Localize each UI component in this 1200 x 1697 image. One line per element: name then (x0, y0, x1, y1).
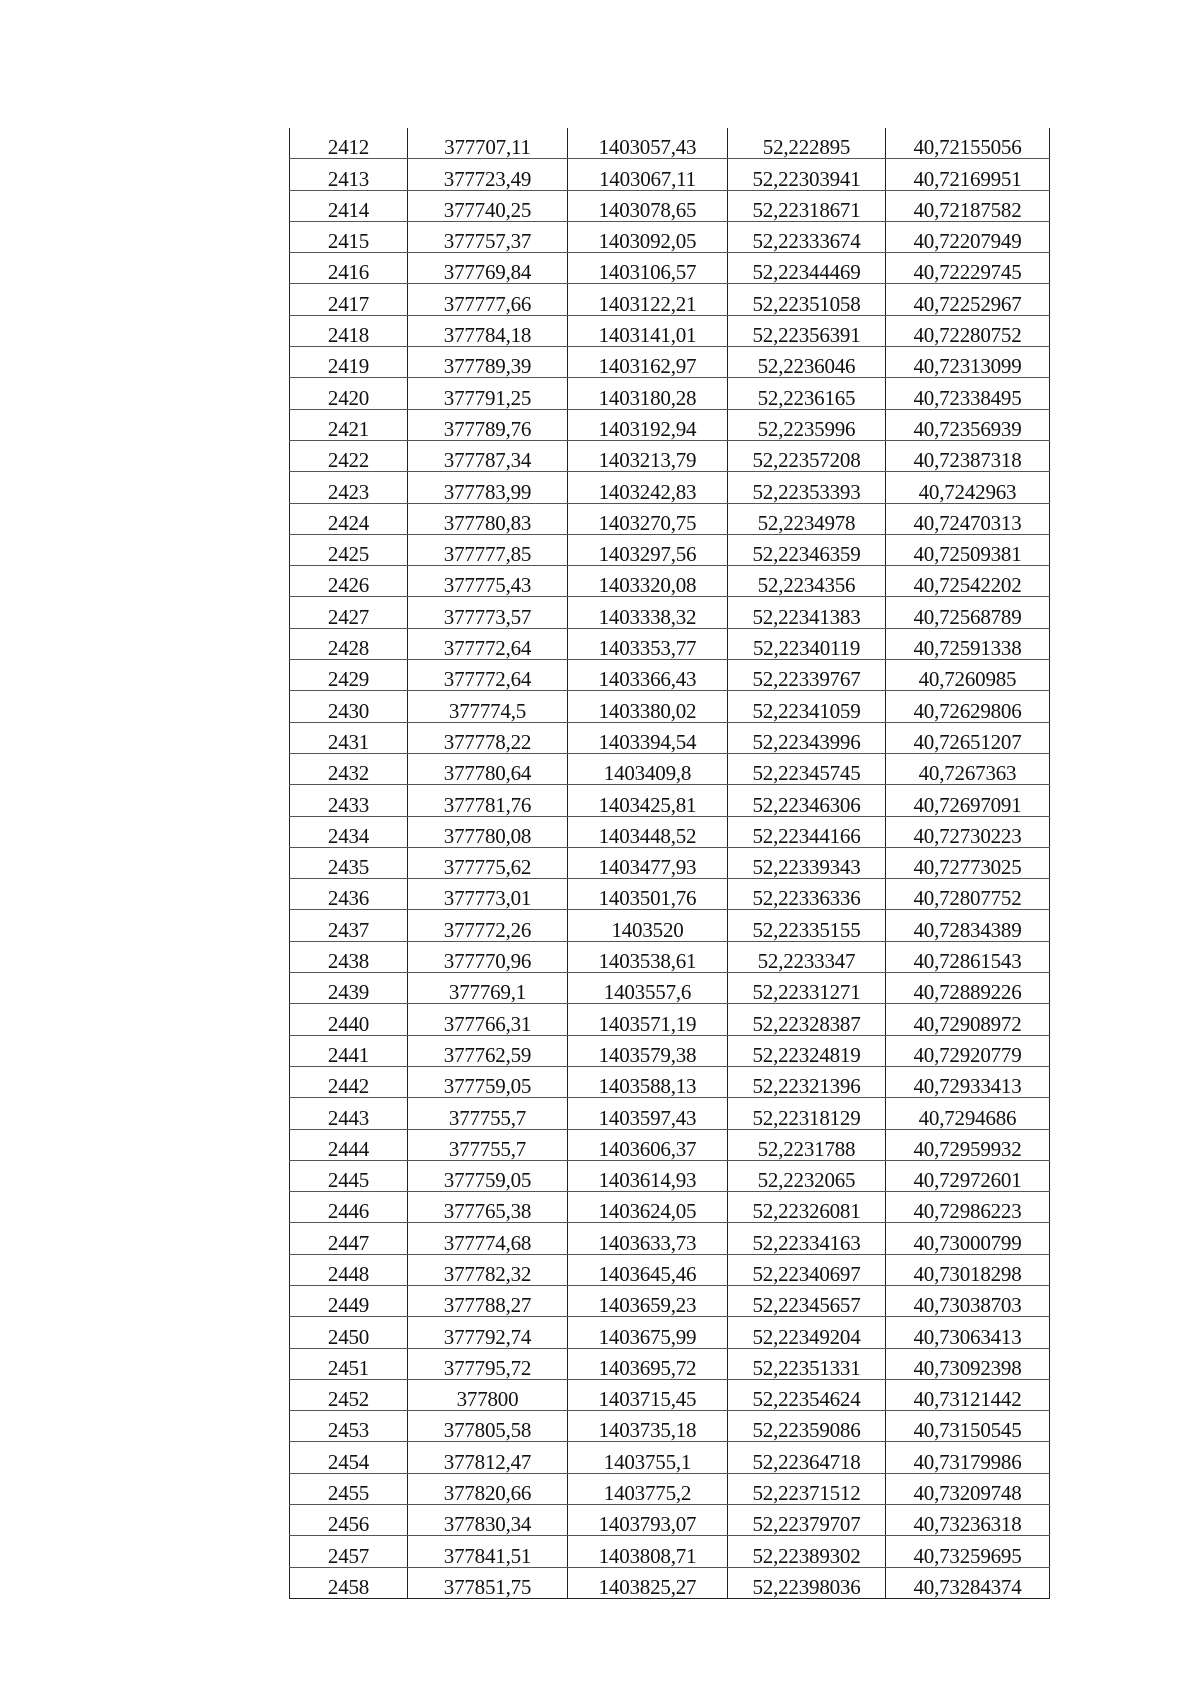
point-number-cell: 2430 (290, 691, 408, 722)
x-coordinate-cell: 377780,08 (408, 816, 568, 847)
x-coordinate-cell: 377792,74 (408, 1317, 568, 1348)
point-number-cell: 2450 (290, 1317, 408, 1348)
latitude-cell: 52,22371512 (728, 1473, 886, 1504)
longitude-cell: 40,72889226 (886, 973, 1050, 1004)
table-row (290, 253, 1050, 284)
x-coordinate-cell: 377777,85 (408, 534, 568, 565)
longitude-cell: 40,7260985 (886, 660, 1050, 691)
x-coordinate-cell: 377812,47 (408, 1442, 568, 1473)
point-number-cell: 2452 (290, 1379, 408, 1410)
longitude-cell: 40,73018298 (886, 1254, 1050, 1285)
y-coordinate-cell: 1403645,46 (568, 1254, 728, 1285)
point-number-cell: 2429 (290, 660, 408, 691)
point-number-cell: 2456 (290, 1505, 408, 1536)
x-coordinate-cell: 377780,64 (408, 753, 568, 784)
y-coordinate-cell: 1403597,43 (568, 1098, 728, 1129)
y-coordinate-cell: 1403825,27 (568, 1567, 728, 1598)
latitude-cell: 52,22326081 (728, 1192, 886, 1223)
x-coordinate-cell: 377784,18 (408, 315, 568, 346)
table-row (290, 1505, 1050, 1536)
point-number-cell: 2427 (290, 597, 408, 628)
x-coordinate-cell: 377759,05 (408, 1160, 568, 1191)
latitude-cell: 52,22344166 (728, 816, 886, 847)
y-coordinate-cell: 1403755,1 (568, 1442, 728, 1473)
point-number-cell: 2431 (290, 722, 408, 753)
point-number-cell: 2449 (290, 1285, 408, 1316)
x-coordinate-cell: 377755,7 (408, 1129, 568, 1160)
longitude-cell: 40,7242963 (886, 472, 1050, 503)
point-number-cell: 2440 (290, 1004, 408, 1035)
point-number-cell: 2425 (290, 534, 408, 565)
y-coordinate-cell: 1403366,43 (568, 660, 728, 691)
x-coordinate-cell: 377740,25 (408, 190, 568, 221)
longitude-cell: 40,72972601 (886, 1160, 1050, 1191)
table-row (290, 128, 1050, 159)
point-number-cell: 2439 (290, 973, 408, 1004)
table-row (290, 1035, 1050, 1066)
table-row (290, 472, 1050, 503)
x-coordinate-cell: 377800 (408, 1379, 568, 1410)
y-coordinate-cell: 1403735,18 (568, 1411, 728, 1442)
longitude-cell: 40,72730223 (886, 816, 1050, 847)
x-coordinate-cell: 377772,26 (408, 910, 568, 941)
point-number-cell: 2416 (290, 253, 408, 284)
point-number-cell: 2451 (290, 1348, 408, 1379)
table-row (290, 315, 1050, 346)
latitude-cell: 52,22379707 (728, 1505, 886, 1536)
longitude-cell: 40,73150545 (886, 1411, 1050, 1442)
y-coordinate-cell: 1403242,83 (568, 472, 728, 503)
point-number-cell: 2428 (290, 628, 408, 659)
y-coordinate-cell: 1403067,11 (568, 159, 728, 190)
latitude-cell: 52,22356391 (728, 315, 886, 346)
x-coordinate-cell: 377778,22 (408, 722, 568, 753)
y-coordinate-cell: 1403353,77 (568, 628, 728, 659)
longitude-cell: 40,72387318 (886, 440, 1050, 471)
latitude-cell: 52,22303941 (728, 159, 886, 190)
y-coordinate-cell: 1403425,81 (568, 785, 728, 816)
table-row (290, 221, 1050, 252)
longitude-cell: 40,72470313 (886, 503, 1050, 534)
point-number-cell: 2434 (290, 816, 408, 847)
longitude-cell: 40,73063413 (886, 1317, 1050, 1348)
longitude-cell: 40,73236318 (886, 1505, 1050, 1536)
x-coordinate-cell: 377789,76 (408, 409, 568, 440)
point-number-cell: 2445 (290, 1160, 408, 1191)
longitude-cell: 40,73000799 (886, 1223, 1050, 1254)
table-row (290, 753, 1050, 784)
point-number-cell: 2436 (290, 879, 408, 910)
y-coordinate-cell: 1403675,99 (568, 1317, 728, 1348)
y-coordinate-cell: 1403106,57 (568, 253, 728, 284)
x-coordinate-cell: 377773,01 (408, 879, 568, 910)
longitude-cell: 40,7267363 (886, 753, 1050, 784)
latitude-cell: 52,22351331 (728, 1348, 886, 1379)
y-coordinate-cell: 1403394,54 (568, 722, 728, 753)
x-coordinate-cell: 377775,62 (408, 847, 568, 878)
x-coordinate-cell: 377769,84 (408, 253, 568, 284)
x-coordinate-cell: 377841,51 (408, 1536, 568, 1567)
latitude-cell: 52,22357208 (728, 440, 886, 471)
latitude-cell: 52,22389302 (728, 1536, 886, 1567)
x-coordinate-cell: 377780,83 (408, 503, 568, 534)
point-number-cell: 2423 (290, 472, 408, 503)
x-coordinate-cell: 377769,1 (408, 973, 568, 1004)
table-row (290, 973, 1050, 1004)
latitude-cell: 52,22349204 (728, 1317, 886, 1348)
latitude-cell: 52,22335155 (728, 910, 886, 941)
x-coordinate-cell: 377765,38 (408, 1192, 568, 1223)
point-number-cell: 2447 (290, 1223, 408, 1254)
y-coordinate-cell: 1403078,65 (568, 190, 728, 221)
latitude-cell: 52,22339343 (728, 847, 886, 878)
point-number-cell: 2424 (290, 503, 408, 534)
longitude-cell: 40,72313099 (886, 347, 1050, 378)
x-coordinate-cell: 377770,96 (408, 941, 568, 972)
table-row (290, 534, 1050, 565)
x-coordinate-cell: 377774,68 (408, 1223, 568, 1254)
latitude-cell: 52,22341383 (728, 597, 886, 628)
x-coordinate-cell: 377782,32 (408, 1254, 568, 1285)
table-row (290, 1192, 1050, 1223)
latitude-cell: 52,222895 (728, 128, 886, 159)
latitude-cell: 52,2234356 (728, 566, 886, 597)
x-coordinate-cell: 377775,43 (408, 566, 568, 597)
point-number-cell: 2417 (290, 284, 408, 315)
latitude-cell: 52,22343996 (728, 722, 886, 753)
latitude-cell: 52,22334163 (728, 1223, 886, 1254)
longitude-cell: 40,72568789 (886, 597, 1050, 628)
x-coordinate-cell: 377762,59 (408, 1035, 568, 1066)
longitude-cell: 40,72338495 (886, 378, 1050, 409)
table-row (290, 1066, 1050, 1097)
table-row (290, 190, 1050, 221)
longitude-cell: 40,72773025 (886, 847, 1050, 878)
y-coordinate-cell: 1403213,79 (568, 440, 728, 471)
point-number-cell: 2457 (290, 1536, 408, 1567)
coordinates-table (289, 128, 1050, 1599)
table-row (290, 785, 1050, 816)
latitude-cell: 52,22354624 (728, 1379, 886, 1410)
point-number-cell: 2448 (290, 1254, 408, 1285)
latitude-cell: 52,22345745 (728, 753, 886, 784)
y-coordinate-cell: 1403141,01 (568, 315, 728, 346)
longitude-cell: 40,72807752 (886, 879, 1050, 910)
y-coordinate-cell: 1403614,93 (568, 1160, 728, 1191)
y-coordinate-cell: 1403520 (568, 910, 728, 941)
longitude-cell: 40,72542202 (886, 566, 1050, 597)
longitude-cell: 40,72591338 (886, 628, 1050, 659)
latitude-cell: 52,2236165 (728, 378, 886, 409)
table-row (290, 566, 1050, 597)
latitude-cell: 52,22341059 (728, 691, 886, 722)
x-coordinate-cell: 377791,25 (408, 378, 568, 409)
coordinates-table-body (290, 128, 1050, 1598)
table-row (290, 1098, 1050, 1129)
x-coordinate-cell: 377789,39 (408, 347, 568, 378)
longitude-cell: 40,72155056 (886, 128, 1050, 159)
point-number-cell: 2438 (290, 941, 408, 972)
point-number-cell: 2435 (290, 847, 408, 878)
table-row (290, 1223, 1050, 1254)
table-row (290, 503, 1050, 534)
latitude-cell: 52,22321396 (728, 1066, 886, 1097)
latitude-cell: 52,2236046 (728, 347, 886, 378)
longitude-cell: 40,73038703 (886, 1285, 1050, 1316)
point-number-cell: 2412 (290, 128, 408, 159)
y-coordinate-cell: 1403162,97 (568, 347, 728, 378)
longitude-cell: 40,72986223 (886, 1192, 1050, 1223)
table-row (290, 1160, 1050, 1191)
x-coordinate-cell: 377795,72 (408, 1348, 568, 1379)
table-row (290, 628, 1050, 659)
y-coordinate-cell: 1403659,23 (568, 1285, 728, 1316)
y-coordinate-cell: 1403624,05 (568, 1192, 728, 1223)
point-number-cell: 2455 (290, 1473, 408, 1504)
y-coordinate-cell: 1403338,32 (568, 597, 728, 628)
table-row (290, 1129, 1050, 1160)
latitude-cell: 52,22346359 (728, 534, 886, 565)
point-number-cell: 2453 (290, 1411, 408, 1442)
table-row (290, 847, 1050, 878)
table-row (290, 1411, 1050, 1442)
longitude-cell: 40,73092398 (886, 1348, 1050, 1379)
x-coordinate-cell: 377830,34 (408, 1505, 568, 1536)
table-row (290, 1317, 1050, 1348)
latitude-cell: 52,22339767 (728, 660, 886, 691)
point-number-cell: 2418 (290, 315, 408, 346)
longitude-cell: 40,73259695 (886, 1536, 1050, 1567)
table-row (290, 660, 1050, 691)
table-row (290, 1254, 1050, 1285)
table-row (290, 1473, 1050, 1504)
x-coordinate-cell: 377707,11 (408, 128, 568, 159)
table-row (290, 879, 1050, 910)
y-coordinate-cell: 1403538,61 (568, 941, 728, 972)
table-row (290, 816, 1050, 847)
latitude-cell: 52,22328387 (728, 1004, 886, 1035)
x-coordinate-cell: 377781,76 (408, 785, 568, 816)
point-number-cell: 2413 (290, 159, 408, 190)
latitude-cell: 52,22318671 (728, 190, 886, 221)
x-coordinate-cell: 377766,31 (408, 1004, 568, 1035)
y-coordinate-cell: 1403579,38 (568, 1035, 728, 1066)
x-coordinate-cell: 377788,27 (408, 1285, 568, 1316)
point-number-cell: 2437 (290, 910, 408, 941)
longitude-cell: 40,73284374 (886, 1567, 1050, 1598)
y-coordinate-cell: 1403270,75 (568, 503, 728, 534)
longitude-cell: 40,72861543 (886, 941, 1050, 972)
point-number-cell: 2458 (290, 1567, 408, 1598)
x-coordinate-cell: 377772,64 (408, 660, 568, 691)
longitude-cell: 40,72834389 (886, 910, 1050, 941)
x-coordinate-cell: 377772,64 (408, 628, 568, 659)
x-coordinate-cell: 377755,7 (408, 1098, 568, 1129)
x-coordinate-cell: 377820,66 (408, 1473, 568, 1504)
x-coordinate-cell: 377805,58 (408, 1411, 568, 1442)
y-coordinate-cell: 1403633,73 (568, 1223, 728, 1254)
y-coordinate-cell: 1403557,6 (568, 973, 728, 1004)
table-row (290, 409, 1050, 440)
longitude-cell: 40,72509381 (886, 534, 1050, 565)
point-number-cell: 2446 (290, 1192, 408, 1223)
point-number-cell: 2442 (290, 1066, 408, 1097)
point-number-cell: 2422 (290, 440, 408, 471)
longitude-cell: 40,72933413 (886, 1066, 1050, 1097)
table-row (290, 378, 1050, 409)
x-coordinate-cell: 377773,57 (408, 597, 568, 628)
table-row (290, 284, 1050, 315)
latitude-cell: 52,22331271 (728, 973, 886, 1004)
y-coordinate-cell: 1403571,19 (568, 1004, 728, 1035)
latitude-cell: 52,22336336 (728, 879, 886, 910)
table-row (290, 722, 1050, 753)
table-row (290, 1567, 1050, 1598)
latitude-cell: 52,22346306 (728, 785, 886, 816)
longitude-cell: 40,72169951 (886, 159, 1050, 190)
latitude-cell: 52,22344469 (728, 253, 886, 284)
point-number-cell: 2433 (290, 785, 408, 816)
y-coordinate-cell: 1403192,94 (568, 409, 728, 440)
longitude-cell: 40,72280752 (886, 315, 1050, 346)
point-number-cell: 2421 (290, 409, 408, 440)
latitude-cell: 52,22353393 (728, 472, 886, 503)
longitude-cell: 40,72908972 (886, 1004, 1050, 1035)
table-row (290, 440, 1050, 471)
latitude-cell: 52,2235996 (728, 409, 886, 440)
table-row (290, 1285, 1050, 1316)
point-number-cell: 2415 (290, 221, 408, 252)
y-coordinate-cell: 1403715,45 (568, 1379, 728, 1410)
y-coordinate-cell: 1403380,02 (568, 691, 728, 722)
point-number-cell: 2426 (290, 566, 408, 597)
point-number-cell: 2454 (290, 1442, 408, 1473)
longitude-cell: 40,72252967 (886, 284, 1050, 315)
longitude-cell: 40,72959932 (886, 1129, 1050, 1160)
latitude-cell: 52,22345657 (728, 1285, 886, 1316)
latitude-cell: 52,2231788 (728, 1129, 886, 1160)
y-coordinate-cell: 1403180,28 (568, 378, 728, 409)
y-coordinate-cell: 1403297,56 (568, 534, 728, 565)
y-coordinate-cell: 1403793,07 (568, 1505, 728, 1536)
latitude-cell: 52,22340697 (728, 1254, 886, 1285)
longitude-cell: 40,72356939 (886, 409, 1050, 440)
y-coordinate-cell: 1403606,37 (568, 1129, 728, 1160)
y-coordinate-cell: 1403477,93 (568, 847, 728, 878)
y-coordinate-cell: 1403501,76 (568, 879, 728, 910)
point-number-cell: 2414 (290, 190, 408, 221)
latitude-cell: 52,22351058 (728, 284, 886, 315)
latitude-cell: 52,22333674 (728, 221, 886, 252)
point-number-cell: 2441 (290, 1035, 408, 1066)
x-coordinate-cell: 377851,75 (408, 1567, 568, 1598)
y-coordinate-cell: 1403320,08 (568, 566, 728, 597)
longitude-cell: 40,7294686 (886, 1098, 1050, 1129)
point-number-cell: 2444 (290, 1129, 408, 1160)
longitude-cell: 40,72187582 (886, 190, 1050, 221)
latitude-cell: 52,22398036 (728, 1567, 886, 1598)
longitude-cell: 40,73121442 (886, 1379, 1050, 1410)
longitude-cell: 40,73209748 (886, 1473, 1050, 1504)
latitude-cell: 52,22324819 (728, 1035, 886, 1066)
latitude-cell: 52,2234978 (728, 503, 886, 534)
longitude-cell: 40,72920779 (886, 1035, 1050, 1066)
latitude-cell: 52,2233347 (728, 941, 886, 972)
x-coordinate-cell: 377787,34 (408, 440, 568, 471)
latitude-cell: 52,22359086 (728, 1411, 886, 1442)
y-coordinate-cell: 1403092,05 (568, 221, 728, 252)
y-coordinate-cell: 1403775,2 (568, 1473, 728, 1504)
table-row (290, 1004, 1050, 1035)
y-coordinate-cell: 1403695,72 (568, 1348, 728, 1379)
table-row (290, 347, 1050, 378)
longitude-cell: 40,72207949 (886, 221, 1050, 252)
x-coordinate-cell: 377777,66 (408, 284, 568, 315)
x-coordinate-cell: 377774,5 (408, 691, 568, 722)
table-row (290, 159, 1050, 190)
longitude-cell: 40,72229745 (886, 253, 1050, 284)
table-row (290, 1379, 1050, 1410)
table-row (290, 597, 1050, 628)
y-coordinate-cell: 1403808,71 (568, 1536, 728, 1567)
y-coordinate-cell: 1403409,8 (568, 753, 728, 784)
table-row (290, 941, 1050, 972)
latitude-cell: 52,22364718 (728, 1442, 886, 1473)
y-coordinate-cell: 1403588,13 (568, 1066, 728, 1097)
point-number-cell: 2419 (290, 347, 408, 378)
x-coordinate-cell: 377759,05 (408, 1066, 568, 1097)
y-coordinate-cell: 1403122,21 (568, 284, 728, 315)
point-number-cell: 2432 (290, 753, 408, 784)
table-row (290, 691, 1050, 722)
table-row (290, 1442, 1050, 1473)
longitude-cell: 40,72651207 (886, 722, 1050, 753)
longitude-cell: 40,72629806 (886, 691, 1050, 722)
table-row (290, 910, 1050, 941)
x-coordinate-cell: 377783,99 (408, 472, 568, 503)
point-number-cell: 2443 (290, 1098, 408, 1129)
x-coordinate-cell: 377723,49 (408, 159, 568, 190)
latitude-cell: 52,2232065 (728, 1160, 886, 1191)
latitude-cell: 52,22318129 (728, 1098, 886, 1129)
point-number-cell: 2420 (290, 378, 408, 409)
y-coordinate-cell: 1403057,43 (568, 128, 728, 159)
table-row (290, 1536, 1050, 1567)
latitude-cell: 52,22340119 (728, 628, 886, 659)
longitude-cell: 40,73179986 (886, 1442, 1050, 1473)
y-coordinate-cell: 1403448,52 (568, 816, 728, 847)
longitude-cell: 40,72697091 (886, 785, 1050, 816)
x-coordinate-cell: 377757,37 (408, 221, 568, 252)
table-row (290, 1348, 1050, 1379)
